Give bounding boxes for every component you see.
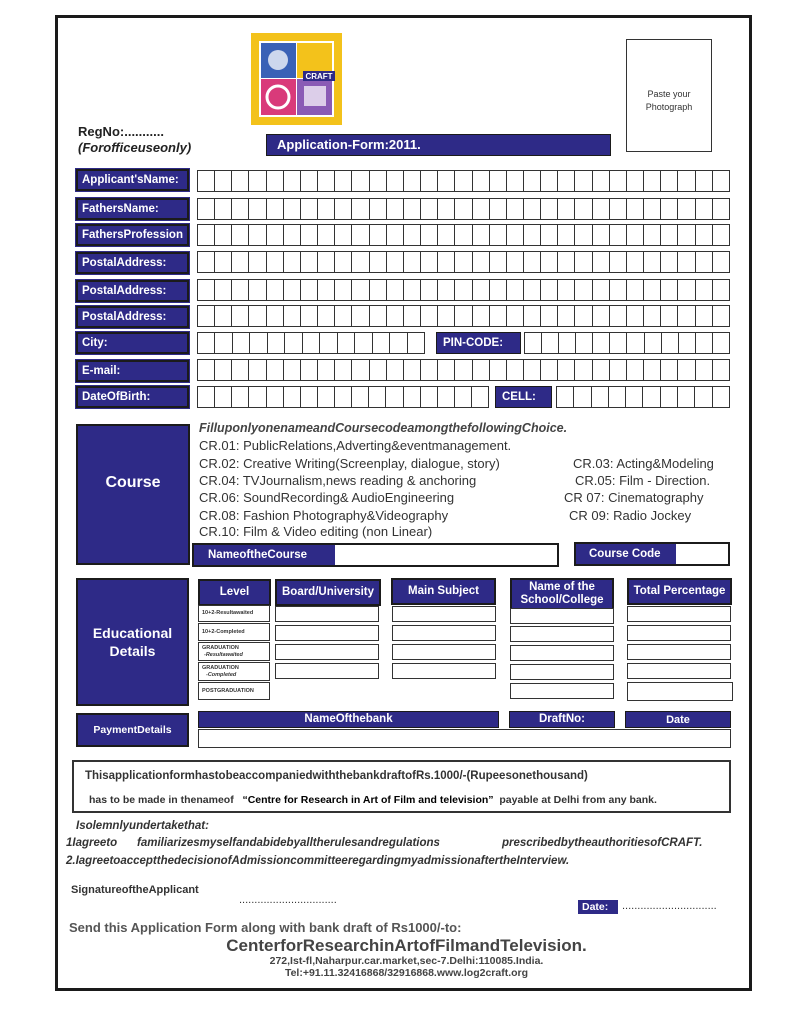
course-cr07: CR 07: Cinematography [564, 490, 704, 505]
edu-level-3-main: GRADUATION [202, 644, 239, 651]
send-instruction: Send this Application Form along with bank draft of Rs1000/-to: [69, 920, 462, 935]
craft-logo [251, 33, 342, 125]
edu-header-board: Board/University [275, 579, 381, 606]
declaration-line1c: prescribedbytheauthoritiesofCRAFT. [502, 837, 703, 849]
pin-code-boxes[interactable] [524, 332, 730, 354]
edu-header-level: Level [198, 579, 271, 606]
logo-text: CRAFT [305, 72, 333, 81]
edu-level-2-main: 10+2-Completed [202, 628, 245, 635]
edu-cell[interactable] [510, 664, 614, 680]
photo-box[interactable] [626, 39, 712, 152]
course-cr06: CR.06: SoundRecording& AudioEngineering [199, 490, 455, 505]
organization-contact: Tel:+91.11.32416868/32916868.www.log2craft.org [284, 967, 529, 979]
organization-name: CenterforResearchinArtofFilmandTelevision. [226, 936, 587, 955]
course-cr04: CR.04: TVJournalism,news reading & anchoring [199, 473, 477, 488]
signature-label: SignatureoftheApplicant [71, 884, 199, 896]
edu-cell[interactable] [392, 644, 496, 660]
notice-payee: “Centre for Research in Art of Film and television” [242, 794, 494, 806]
notice-line2-post: payable at Delhi from any bank. [499, 794, 657, 806]
fathers-name-label: FathersName: [76, 198, 189, 220]
edu-cell[interactable] [275, 606, 379, 622]
declaration-heading: Isolemnlyundertakethat: [76, 820, 209, 832]
edu-cell[interactable] [510, 608, 614, 624]
city-label: City: [76, 332, 189, 354]
edu-cell[interactable] [510, 645, 614, 661]
edu-level-3-sub: -Resultawaited [204, 651, 243, 658]
edu-cell[interactable] [392, 625, 496, 641]
notice-box [72, 760, 731, 813]
office-use-note: (Forofficeuseonly) [78, 140, 192, 155]
course-code-field[interactable] [574, 542, 730, 566]
edu-level-5-main: POSTGRADUATION [202, 687, 254, 694]
postal-address-2-label: PostalAddress: [76, 280, 189, 302]
education-label-line1: Educational [92, 625, 173, 641]
course-cr02: CR.02: Creative Writing(Screenplay, dialogue, story) [199, 456, 500, 471]
education-label-line2: Details [109, 643, 156, 659]
form-title: Application-Form:2011. [266, 134, 611, 156]
payment-input-row[interactable] [198, 729, 731, 748]
edu-level-row-3 [198, 642, 270, 661]
edu-level-row-1 [198, 605, 270, 622]
course-instruction: FilluponlyonenameandCoursecodeamongthefollowingChoice. [199, 421, 568, 435]
course-name-label: NameoftheCourse [194, 545, 335, 565]
postal-address-1-boxes[interactable] [197, 251, 730, 273]
edu-cell[interactable] [275, 663, 379, 679]
fathers-name-boxes[interactable] [197, 198, 730, 220]
applicant-name-label: Applicant'sName: [76, 169, 189, 191]
signature-date-label: Date: [578, 900, 618, 914]
declaration-line1b: familiarizesmyselfandabidebyalltherulesandregulations [137, 837, 440, 849]
course-cr08: CR.08: Fashion Photography&Videography [199, 508, 449, 523]
fathers-profession-boxes[interactable] [197, 224, 730, 246]
edu-header-school: Name of the School/College [510, 578, 614, 610]
photo-box-line2: Photograph [645, 102, 693, 112]
edu-level-row-2 [198, 623, 270, 641]
course-cr09: CR 09: Radio Jockey [569, 508, 692, 523]
edu-cell[interactable] [510, 626, 614, 642]
edu-cell[interactable] [392, 606, 496, 622]
course-label-box [76, 424, 190, 565]
course-cr10: CR.10: Film & Video editing (non Linear) [199, 524, 433, 539]
edu-level-row-4 [198, 662, 270, 681]
notice-line1: ThisapplicationformhastobeaccompaniedwiththebankdraftofRs.1000/-(Rupeesonethousand) [85, 770, 588, 782]
payment-label: PaymentDetails [76, 713, 189, 747]
notice-line2-pre: has to be made in thenameof [89, 794, 234, 806]
edu-cell[interactable] [627, 625, 731, 641]
fathers-profession-label: FathersProfession [76, 224, 189, 246]
date-of-birth-boxes[interactable] [197, 386, 489, 408]
cell-label: CELL: [495, 386, 552, 408]
declaration-line2: 2.IagreetoacceptthedecisionofAdmissioncommitteeregardingmyadmissionaftertheInterview. [66, 855, 570, 867]
postal-address-3-label: PostalAddress: [76, 306, 189, 328]
course-name-field[interactable] [192, 543, 559, 567]
postal-address-2-boxes[interactable] [197, 279, 730, 301]
postal-address-1-label: PostalAddress: [76, 252, 189, 274]
edu-header-subject: Main Subject [391, 578, 496, 605]
edu-cell[interactable] [627, 663, 731, 679]
edu-level-1-main: 10+2-Resultawaited [202, 610, 254, 616]
edu-level-4-sub: -Completed [206, 671, 237, 678]
signature-line[interactable]: ................................ [239, 894, 337, 906]
edu-cell[interactable] [627, 644, 731, 660]
organization-address: 272,Ist-fl,Naharpur.car.market,sec-7.Delhi:110085.India. [269, 955, 544, 967]
edu-header-percentage: Total Percentage [627, 578, 732, 605]
reg-no: RegNo:........... [78, 124, 164, 139]
declaration-line1a: 1Iagreeto [66, 837, 118, 849]
course-code-label: Course Code [576, 544, 676, 564]
payment-date-header: Date [625, 711, 731, 728]
applicant-name-boxes[interactable] [197, 170, 730, 192]
city-boxes[interactable] [197, 332, 425, 354]
course-cr05: CR.05: Film - Direction. [575, 473, 711, 488]
edu-cell[interactable] [627, 682, 733, 701]
edu-cell[interactable] [275, 625, 379, 641]
pin-code-label: PIN-CODE: [436, 332, 521, 354]
postal-address-3-boxes[interactable] [197, 305, 730, 327]
cell-boxes[interactable] [556, 386, 730, 408]
bank-name-header: NameOfthebank [198, 711, 499, 728]
edu-cell[interactable] [392, 663, 496, 679]
course-cr03: CR.03: Acting&Modeling [573, 456, 714, 471]
notice-line2 [89, 794, 657, 806]
signature-date-line[interactable]: ............................... [622, 900, 717, 912]
edu-cell[interactable] [627, 606, 731, 622]
email-boxes[interactable] [197, 359, 730, 381]
edu-level-row-5 [198, 682, 270, 700]
date-of-birth-label: DateOfBirth: [76, 386, 189, 408]
edu-level-4-main: GRADUATION [202, 664, 239, 671]
course-label: Course [105, 473, 161, 491]
draft-no-header: DraftNo: [509, 711, 615, 728]
edu-cell[interactable] [510, 683, 614, 699]
course-cr01: CR.01: PublicRelations,Adverting&eventmanagement. [199, 438, 512, 453]
edu-cell[interactable] [275, 644, 379, 660]
photo-box-line1: Paste your [647, 89, 691, 99]
email-label: E-mail: [76, 360, 189, 382]
education-label-box [76, 578, 189, 706]
